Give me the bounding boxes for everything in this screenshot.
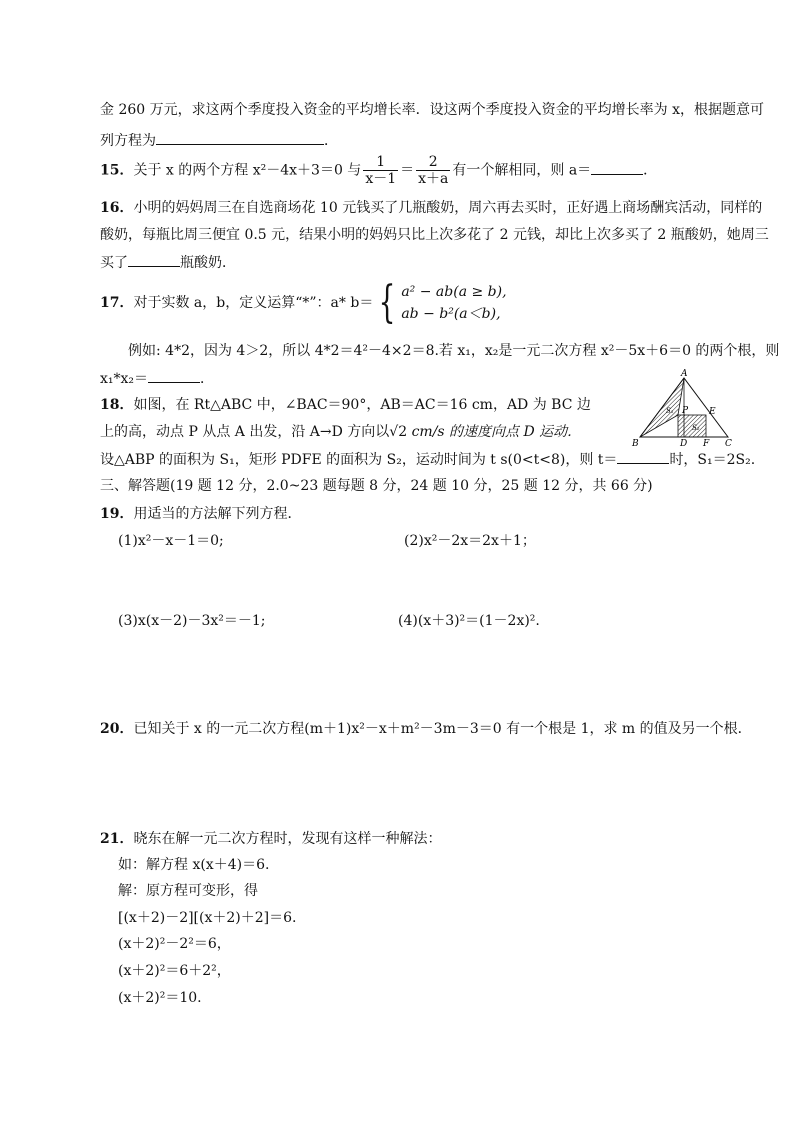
q14-line2-prefix: 列方程为 [100, 133, 156, 149]
q16-line1 [100, 198, 762, 218]
q16-line3 [100, 252, 236, 273]
q15-text-b: 有一个解相同，则 a＝ [452, 162, 592, 179]
q17-example-prefix: x₁*x₂＝ [100, 371, 149, 387]
q18-text-line2b: cm/s 的速度向点 D 运动． [407, 424, 582, 440]
q15-fraction-1 [363, 154, 398, 187]
q20-text: 已知关于 x 的一元二次方程(m＋1)x²－x＋m²－3m－3＝0 有一个根是 1，求 m 的值及另一个根． [133, 721, 752, 737]
q17-case-2: ab − b²(a＜b), [401, 306, 501, 322]
q15-frac2-denominator: x＋a [418, 171, 449, 187]
q18-line3 [100, 449, 755, 470]
q19-text: 用适当的方法解下列方程． [133, 506, 302, 522]
q15-text-c: ． [643, 162, 658, 179]
q17-example-suffix: ． [200, 371, 215, 387]
q15-equals: ＝ [400, 162, 415, 179]
q16-line3-prefix: 买了 [100, 255, 128, 271]
q17-number: 17． [100, 295, 134, 311]
q15-frac1-denominator: x－1 [365, 171, 397, 187]
label-p: P [682, 406, 689, 416]
q19-part-1: (1)x²－x－1＝0; [118, 533, 224, 549]
q21-step-5: (x＋2)²＝6＋2²， [118, 963, 231, 979]
label-c: C [725, 439, 732, 448]
q19-line [100, 504, 301, 524]
q18-sqrt2: √2 [389, 424, 408, 440]
q21-number: 21． [100, 831, 134, 847]
q18-line2 [100, 422, 581, 442]
q17-text: 对于实数 a，b，定义运算“*”：a* b＝ [133, 295, 374, 311]
q19-part-4: (4)(x＋3)²＝(1－2x)². [398, 613, 540, 629]
q18-line3-prefix: 设△ABP 的面积为 S₁，矩形 PDFE 的面积为 S₂，运动时间为 t s(0<t<8)，则 t＝ [100, 452, 618, 468]
q17-line1 [100, 277, 507, 328]
q14-line1: 金 260 万元，求这两个季度投入资金的平均增长率．设这两个季度投入资金的平均增长率为 x，根据题意可 [100, 102, 764, 118]
label-d: D [680, 439, 688, 448]
q15 [100, 154, 657, 187]
q15-frac1-numerator: 1 [363, 154, 398, 171]
q15-number: 15． [100, 162, 134, 179]
q19-part-2: (2)x²－2x＝2x＋1； [404, 533, 536, 549]
q14-answer-blank [156, 130, 324, 145]
q17-example-line1: 例如: 4*2，因为 4＞2，所以 4*2＝4²－4×2＝8.若 x₁，x₂是一元二次方程 x²－5x＋6＝0 的两个根，则 [128, 343, 780, 359]
q20-number: 20． [100, 721, 134, 737]
q15-frac2-numerator: 2 [416, 154, 450, 171]
q15-text-a: 关于 x 的两个方程 x²－4x＋3＝0 与 [133, 162, 362, 179]
q19-part-3: (3)x(x－2)－3x²＝－1; [118, 613, 266, 629]
q21-step-1: 如：解方程 x(x＋4)＝6. [118, 857, 270, 873]
q18-text-line1: 如图，在 Rt△ABC 中，∠BAC＝90°，AB＝AC＝16 cm，AD 为 BC 边 [133, 397, 591, 413]
q18-answer-blank [617, 449, 669, 464]
q16-answer-blank [128, 252, 180, 267]
q21-text: 晓东在解一元二次方程时，发现有这样一种解法： [133, 831, 442, 847]
q19-number: 19． [100, 506, 134, 522]
label-b: B [632, 439, 639, 448]
q16-line2: 酸奶，每瓶比周三便宜 0.5 元，结果小明的妈妈只比上次多花了 2 元钱，却比上次多买了 2 瓶酸奶，她周三 [100, 227, 769, 243]
q17-brace: { [378, 277, 396, 328]
q18-triangle-figure [630, 368, 734, 448]
q17-cases [401, 281, 506, 325]
q18-line1 [100, 395, 591, 415]
section-3-title: 三、解答题(19 题 12 分，2.0~23 题每题 8 分，24 题 10 分，25 题 12 分，共 66 分) [100, 478, 653, 494]
q21-line [100, 829, 441, 849]
q17-example-line2 [100, 368, 214, 389]
q17-case-1: a² − ab(a ≥ b), [401, 284, 507, 300]
q16-number: 16． [100, 200, 134, 216]
label-e: E [709, 407, 716, 417]
q21-step-4: (x＋2)²－2²＝6， [118, 936, 231, 952]
q18-text-line2a: 上的高，动点 P 从点 A 出发，沿 A→D 方向以 [100, 424, 390, 440]
q15-fraction-2 [416, 154, 450, 187]
label-f: F [703, 439, 710, 448]
q14-line2-suffix: ． [324, 133, 338, 149]
q21-step-2: 解：原方程可变形，得 [118, 883, 258, 899]
label-s1: S₁ [666, 407, 674, 415]
q21-step-3: [(x＋2)－2][(x＋2)＋2]＝6. [118, 910, 297, 926]
q21-step-6: (x＋2)²＝10. [118, 990, 202, 1006]
q17-answer-blank [148, 368, 200, 383]
q14-line2 [100, 130, 338, 151]
q16-line3-suffix: 瓶酸奶． [180, 255, 236, 271]
q18-number: 18． [100, 397, 134, 413]
q16-text-line1: 小明的妈妈周三在自选商场花 10 元钱买了几瓶酸奶，周六再去买时，正好遇上商场酬宾活动，同样的 [133, 200, 763, 216]
label-a: A [681, 369, 688, 379]
q18-line3-suffix: 时，S₁＝2S₂. [669, 452, 756, 468]
label-s2: S₂ [692, 424, 700, 432]
q15-answer-blank [591, 160, 643, 175]
q20-line [100, 719, 752, 739]
